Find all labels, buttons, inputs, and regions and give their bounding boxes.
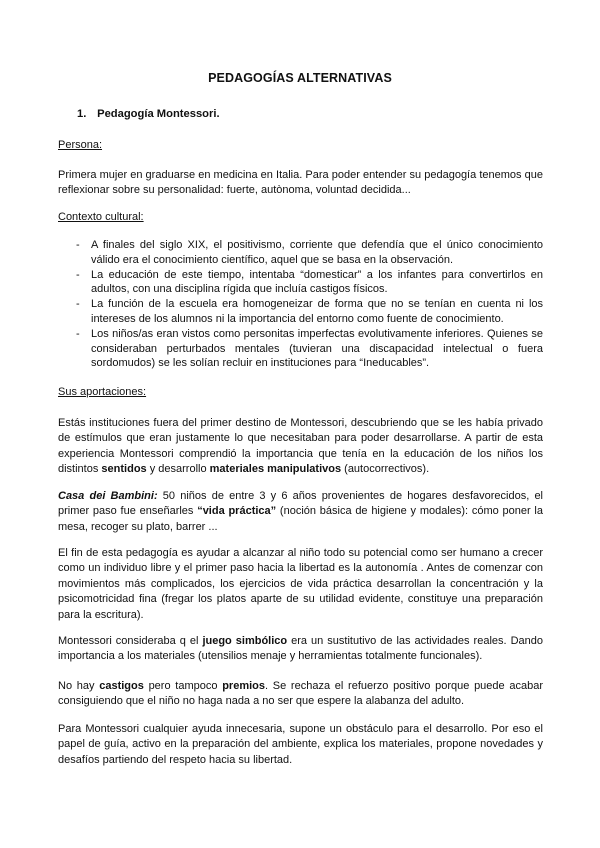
ayuda-paragraph: Para Montessori cualquier ayuda innecesaria, supone un obstáculo para el desarrollo. Por eso el papel de guía, activo en la preparación del ambiente, explica los materiales, propone novedades y desafíos partiendo del respeto hacia su libertad.	[58, 723, 543, 766]
section-heading	[77, 108, 220, 120]
contexto-label: Contexto cultural:	[58, 211, 144, 223]
list-item: - La educación de este tiempo, intentaba “domesticar” a los infantes para convertirlos en adultos, con una disciplina rígida que incluía castigos físicos.	[58, 268, 543, 298]
bold-premios: premios	[222, 680, 265, 692]
casa-dei-bambini-label: Casa dei Bambini:	[58, 490, 158, 502]
persona-label: Persona:	[58, 139, 103, 151]
bold-sentidos: sentidos	[101, 463, 147, 476]
castigos-premios-paragraph: No hay castigos pero tampoco premios. Se rechaza el refuerzo positivo porque puede acabar consiguiendo que el niño no haga nada a no ser que espere la alabanza del adulto.	[58, 680, 543, 708]
list-item: - Los niños/as eran vistos como personitas imperfectas evolutivamente inferiores. Quienes se consideraban perturbados mentales (tuvieran una discapacidad intelectual o fuera sordomudos) se les solían recluir en instituciones para “Ineducables”.	[58, 327, 543, 371]
persona-paragraph: Primera mujer en graduarse en medicina en Italia. Para poder entender su pedagogía tenemos que reflexionar sobre su personalidad: fuerte, autònoma, voluntad decidida...	[58, 169, 543, 197]
bold-juego-simbolico: juego simbólico	[202, 635, 288, 647]
section-number: 1.	[77, 108, 87, 120]
list-item: - La función de la escuela era homogeneizar de forma que no se tenían en cuenta ni los intereses de los alumnos ni la importancia del entorno como fuente de conocimiento.	[58, 297, 543, 327]
casa-dei-bambini-paragraph: Casa dei Bambini: 50 niños de entre 3 y 6 años provenientes de hogares desfavorecidos, el primer paso fue enseñarles “vida práctica” (noción básica de higiene y modales): cómo poner la mesa, recoger su plato, barrer ...	[58, 490, 543, 533]
aportaciones-paragraph-1: Estás instituciones fuera del primer destino de Montessori, descubriendo que se les había privado de estímulos que eran justamente lo que necesitaban para poder desarrollarse. A partir de esta experiencia Montessori comprendió la importancia que tenía en la educación de los niños los distintos sentidos y desarrollo materiales manipulativos (autocorrectivos).	[58, 417, 543, 476]
juego-simbolico-paragraph: Montessori consideraba q el juego simbólico era un sustitutivo de las actividades reales. Dando importancia a los materiales (utensilios menaje y herramientas totalmente funcionales).	[58, 635, 543, 663]
document-title: PEDAGOGÍAS ALTERNATIVAS	[208, 71, 392, 85]
bold-materiales: materiales manipulativos	[209, 463, 342, 476]
bold-vida-practica: “vida práctica”	[197, 505, 277, 518]
section-title: Pedagogía Montessori.	[97, 108, 220, 120]
contexto-list	[58, 238, 543, 371]
aportaciones-paragraph-3: El fin de esta pedagogía es ayudar a alcanzar al niño todo su potencial como ser humano a crecer como un individuo libre y el primer paso hacia la libertad es la autonomía . Antes de comenzar con movimientos más complicados, los ejercicios de vida práctica desarrollan la concentración y la psicomotricidad fina (fregar los platos aparte de su utilidad evidente, constituye una preparación para la escritura).	[58, 547, 543, 621]
aportaciones-label: Sus aportaciones:	[58, 386, 147, 398]
list-item: - A finales del siglo XIX, el positivismo, corriente que defendía que el único conocimiento válido era el conocimiento científico, aquel que se basa en la observación.	[58, 238, 543, 268]
bold-castigos: castigos	[99, 680, 144, 692]
